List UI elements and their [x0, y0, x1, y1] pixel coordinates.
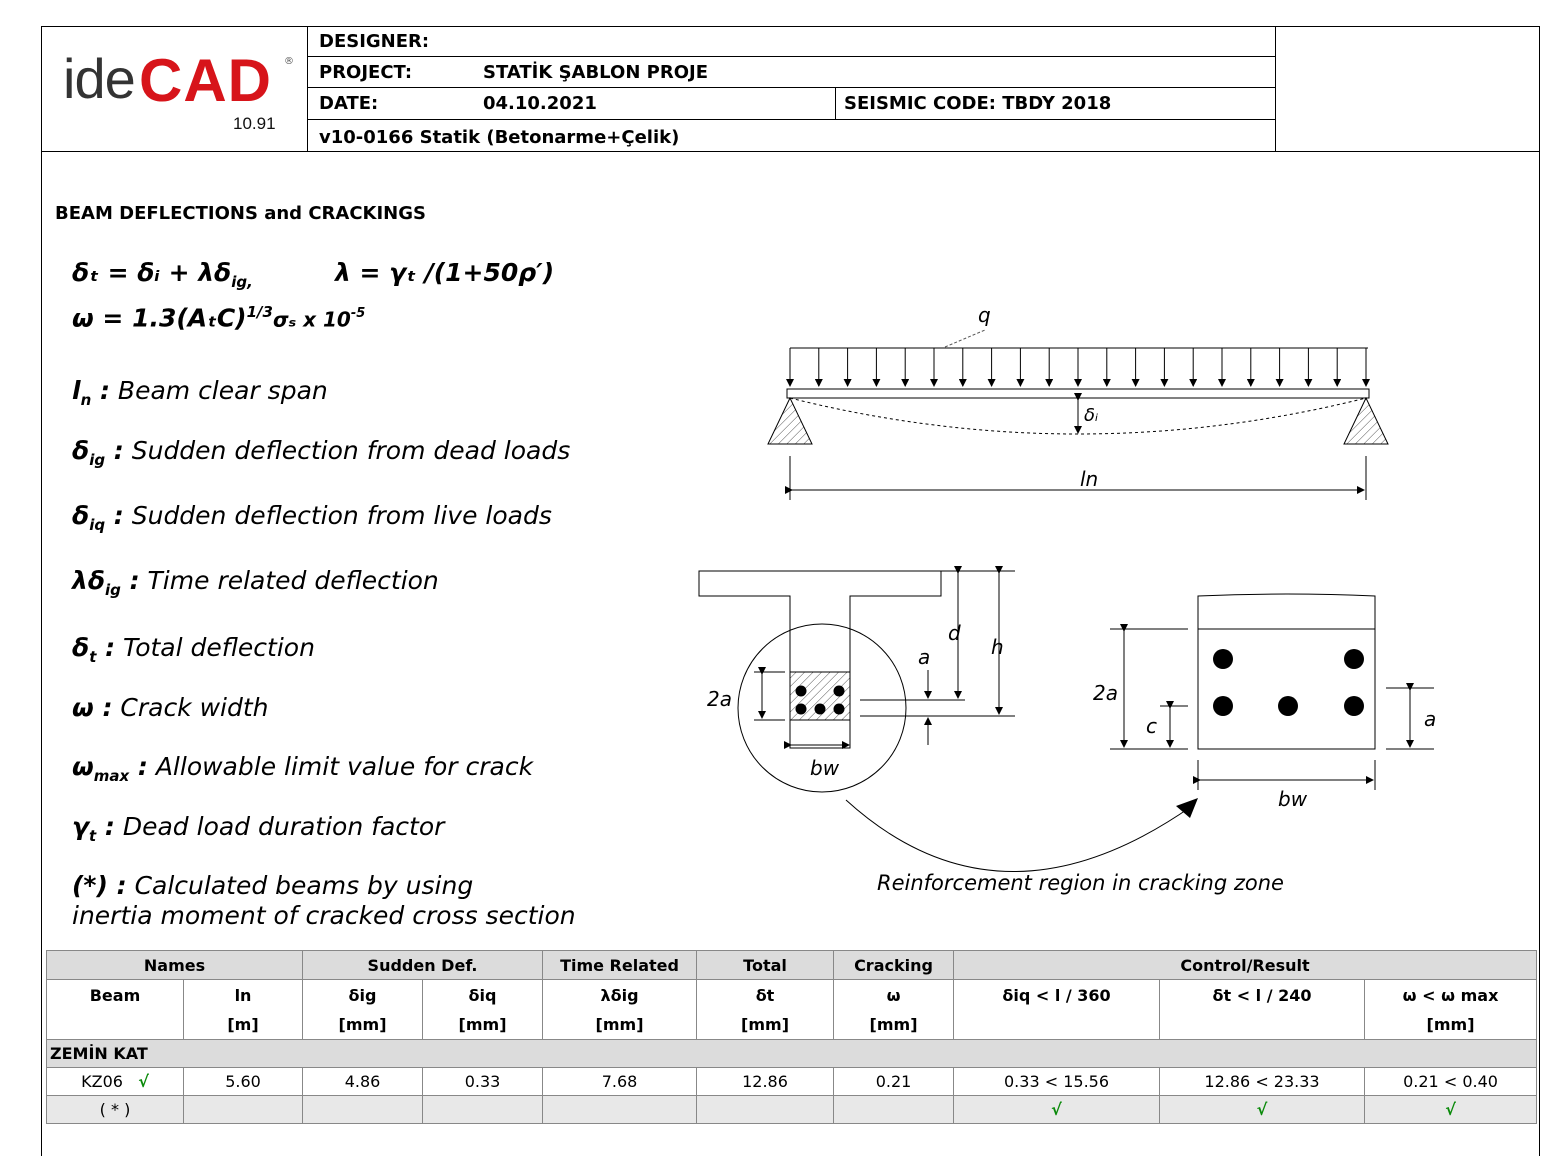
def-time: $\lambda\delta_{ig}$ : Time related deflection: [72, 566, 439, 599]
formula-crack-rest: σₛ x 10: [272, 307, 351, 332]
group-sudden: Sudden Def.: [303, 951, 543, 980]
col-dig: δig: [303, 980, 423, 1011]
left-support: [768, 398, 812, 444]
diq-cell: 0.33: [423, 1068, 543, 1096]
col-ln: ln: [184, 980, 303, 1011]
def-cracked-line2: inertia moment of cracked cross section: [72, 901, 576, 930]
col-check3: ω < ω max: [1365, 980, 1537, 1011]
col-dt: δt: [697, 980, 834, 1011]
cracked-note-cell: ( * ): [47, 1096, 184, 1124]
delta-i-label: δᵢ: [1084, 405, 1099, 426]
ln-cell: 5.60: [184, 1068, 303, 1096]
date-value: 04.10.2021: [483, 93, 597, 114]
section-title: BEAM DEFLECTIONS and CRACKINGS: [55, 203, 426, 224]
def-gamma: $\gamma_t$ : Dead load duration factor: [72, 812, 445, 845]
w-cell: 0.21: [834, 1068, 954, 1096]
bw-label-right: bw: [1278, 787, 1308, 811]
ok2-icon: √: [1160, 1096, 1365, 1124]
load-arrows: [790, 348, 1366, 386]
c-label: c: [1146, 714, 1157, 738]
unit-ln: [m]: [184, 1010, 303, 1040]
ok3-icon: √: [1365, 1096, 1537, 1124]
formula-crack-main: ω = 1.3(AₜC): [72, 303, 247, 333]
software-version: v10-0166 Statik (Betonarme+Çelik): [319, 127, 680, 148]
h-label: h: [991, 635, 1004, 659]
table-row-result: [47, 1096, 1537, 1124]
unit-diq: [mm]: [423, 1010, 543, 1040]
project-label: PROJECT:: [319, 62, 413, 83]
group-header-row: [47, 951, 1537, 980]
col-w: ω: [834, 980, 954, 1011]
dt-cell: 12.86: [697, 1068, 834, 1096]
group-cracking: Cracking: [834, 951, 954, 980]
unit-dt: [mm]: [697, 1010, 834, 1040]
zoom-curve: [846, 800, 1192, 872]
dig-cell: 4.86: [303, 1068, 423, 1096]
check1-cell: 0.33 < 15.56: [954, 1068, 1160, 1096]
formula-crack-sup: 1/3: [246, 303, 273, 321]
two-a-label-left: 2a: [707, 687, 732, 711]
floor-row: [47, 1040, 1537, 1068]
logo-registered-mark: ®: [284, 56, 294, 67]
def-cracked: (*) : Calculated beams by using: [72, 871, 474, 900]
diagram-caption: Reinforcement region in cracking zone: [877, 871, 1284, 895]
def-total: $\delta_t$ : Total deflection: [72, 633, 315, 666]
d-label: d: [948, 621, 961, 645]
table-row: [47, 1068, 1537, 1096]
deflection-table: [46, 950, 1537, 1124]
unit-ldig: [mm]: [543, 1010, 697, 1040]
logo-version: 10.91: [233, 114, 276, 133]
formula-deflection-sub: ig,: [231, 273, 253, 291]
col-check1: δiq < l / 360: [954, 980, 1160, 1011]
group-total: Total: [697, 951, 834, 980]
ok1-icon: √: [954, 1096, 1160, 1124]
a-label-left: a: [918, 645, 931, 669]
def-wmax: $\omega_{max}$ : Allowable limit value for crack: [72, 752, 534, 785]
logo-cad-text: CAD: [139, 47, 272, 114]
project-value: STATİK ŞABLON PROJE: [483, 62, 708, 83]
formula-deflection-main: δₜ = δᵢ + λδ: [72, 258, 232, 287]
def-diq: $\delta_{iq}$ : Sudden deflection from live loads: [72, 501, 552, 534]
q-leader: [945, 330, 985, 347]
section-top: [1198, 594, 1375, 629]
check2-cell: 12.86 < 23.33: [1160, 1068, 1365, 1096]
designer-label: DESIGNER:: [319, 31, 430, 52]
section-detail: [1198, 629, 1375, 749]
col-ldig: λδig: [543, 980, 697, 1011]
unit-w: [mm]: [834, 1010, 954, 1040]
logo-ide-text: ide: [63, 47, 135, 110]
col-diq: δiq: [423, 980, 543, 1011]
def-dig: $\delta_{ig}$ : Sudden deflection from dead loads: [72, 436, 571, 469]
unit-check1: [954, 1010, 1160, 1040]
check3-cell: 0.21 < 0.40: [1365, 1068, 1537, 1096]
ln-label: ln: [1080, 467, 1099, 491]
def-crack: ω : Crack width: [72, 693, 269, 722]
beam-cell: KZ06 √: [47, 1068, 184, 1096]
load-q-label: q: [978, 303, 991, 327]
unit-check2: [1160, 1010, 1365, 1040]
column-header-row: [47, 980, 1537, 1011]
ldig-cell: 7.68: [543, 1068, 697, 1096]
seismic-code: SEISMIC CODE: TBDY 2018: [844, 93, 1112, 114]
beam: [787, 389, 1369, 398]
unit-check3: [mm]: [1365, 1010, 1537, 1040]
check-icon: √: [138, 1072, 149, 1091]
col-beam: Beam: [47, 980, 184, 1011]
group-names: Names: [47, 951, 303, 980]
unit-dig: [mm]: [303, 1010, 423, 1040]
unit-row: [47, 1010, 1537, 1040]
def-ln: $l_n$ : Beam clear span: [72, 376, 328, 409]
bw-label-left: bw: [810, 756, 840, 780]
group-control: Control/Result: [954, 951, 1537, 980]
group-time: Time Related: [543, 951, 697, 980]
right-support: [1344, 398, 1388, 444]
unit-beam: [47, 1010, 184, 1040]
formula-lambda: λ = γₜ /(1+50ρ′): [335, 258, 555, 287]
floor-label: ZEMİN KAT: [47, 1040, 1537, 1068]
two-a-label-right: 2a: [1093, 681, 1118, 705]
a-label-right: a: [1424, 707, 1437, 731]
col-check2: δt < l / 240: [1160, 980, 1365, 1011]
formula-crack-exp: -5: [350, 306, 366, 321]
date-label: DATE:: [319, 93, 379, 114]
